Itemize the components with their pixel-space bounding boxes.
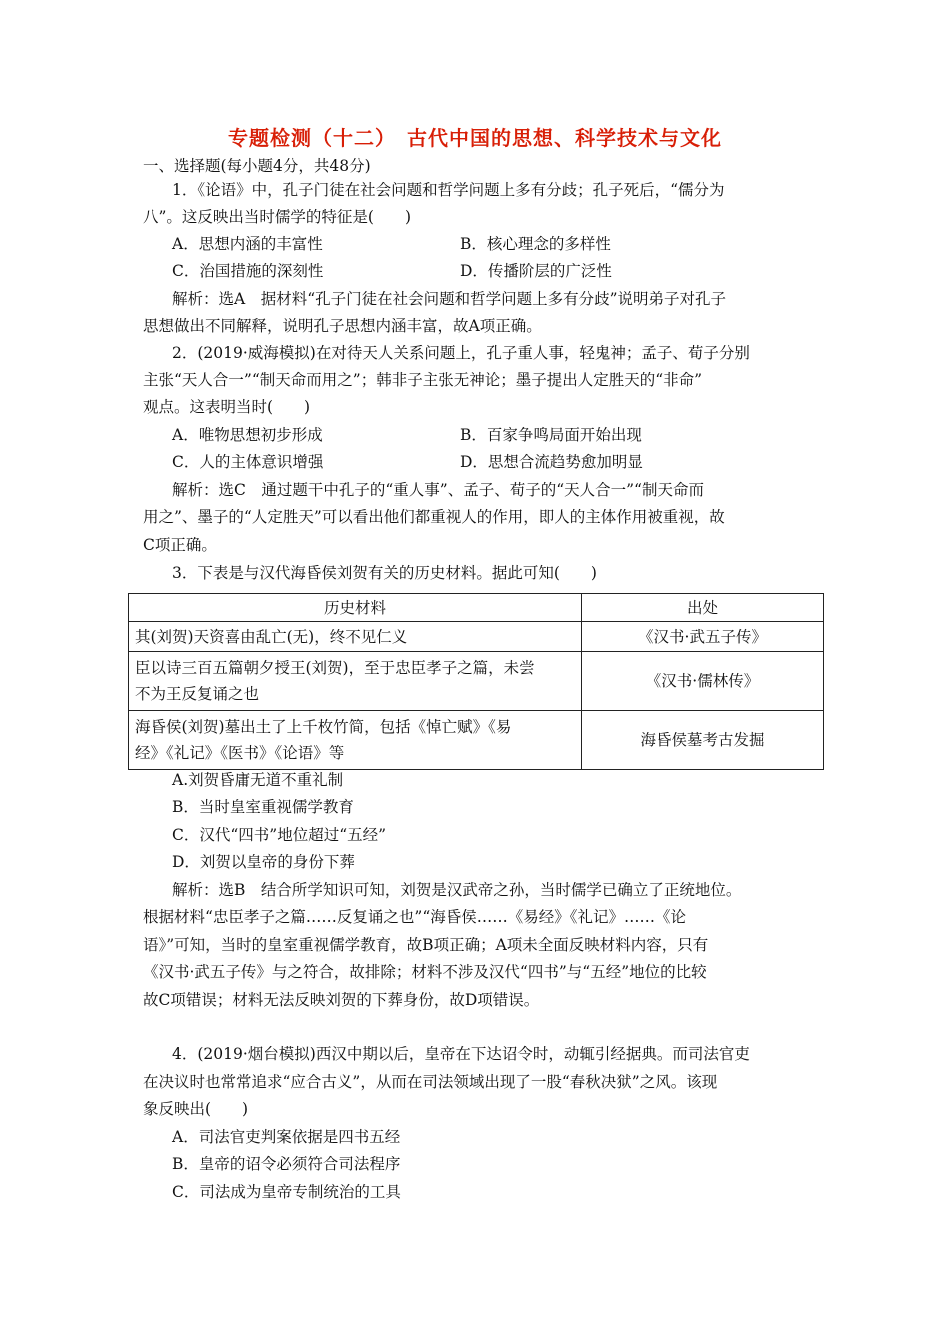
table-header-material: 历史材料 bbox=[129, 594, 582, 622]
q4-option-a: A．司法官吏判案依据是四书五经 bbox=[172, 1128, 401, 1146]
q2-stem-line3: 观点。这表明当时( ) bbox=[143, 398, 311, 416]
q2-option-b: B．百家争鸣局面开始出现 bbox=[460, 426, 642, 444]
table-row bbox=[129, 622, 824, 652]
q3-stem-line1: 3．下表是与汉代海昏侯刘贺有关的历史材料。据此可知( ) bbox=[172, 564, 597, 582]
q3-explanation-line5: 故C项错误；材料无法反映刘贺的下葬身份，故D项错误。 bbox=[143, 991, 540, 1009]
material-text: 其(刘贺)天资喜由乱亡(无)，终不见仁义 bbox=[135, 627, 408, 646]
q2-explanation-line3: C项正确。 bbox=[143, 536, 217, 554]
q3-explanation-line2: 根据材料“忠臣孝子之篇……反复诵之也”“海昏侯……《易经》《礼记》……《论 bbox=[143, 908, 687, 926]
q4-stem-line3: 象反映出( ) bbox=[143, 1100, 249, 1118]
table-cell-material bbox=[129, 652, 582, 711]
section-heading: 一、选择题(每小题4分，共48分) bbox=[143, 157, 371, 175]
material-text: 经》《礼记》《医书》《论语》等 bbox=[135, 744, 345, 762]
q2-option-c: C．人的主体意识增强 bbox=[172, 453, 324, 471]
q1-option-d: D．传播阶层的广泛性 bbox=[460, 262, 612, 280]
q1-stem-line2: 八”。这反映出当时儒学的特征是( ) bbox=[143, 208, 412, 226]
q2-explanation-line2: 用之”、墨子的“人定胜天”可以看出他们都重视人的作用，即人的主体作用被重视，故 bbox=[143, 508, 725, 526]
history-material-table bbox=[128, 593, 824, 770]
q3-option-b: B．当时皇室重视儒学教育 bbox=[172, 798, 354, 816]
material-text: 臣以诗三百五篇朝夕授王(刘贺)，至于忠臣孝子之篇，未尝 bbox=[135, 659, 535, 677]
q3-explanation-line4: 《汉书·武五子传》与之符合，故排除；材料不涉及汉代“四书”与“五经”地位的比较 bbox=[143, 963, 707, 981]
table-cell-source: 《汉书·武五子传》 bbox=[582, 622, 824, 652]
q3-option-d: D．刘贺以皇帝的身份下葬 bbox=[172, 853, 355, 871]
table-cell-material bbox=[129, 622, 582, 652]
q3-option-a: A.刘贺昏庸无道不重礼制 bbox=[172, 771, 344, 789]
q2-option-a: A．唯物思想初步形成 bbox=[172, 426, 323, 444]
q4-stem-line1: 4．(2019·烟台模拟)西汉中期以后，皇帝在下达诏令时，动辄引经据典。而司法官吏 bbox=[172, 1045, 750, 1063]
q3-explanation-line3: 语》”可知，当时的皇室重视儒学教育，故B项正确；A项未全面反映材料内容，只有 bbox=[143, 936, 709, 954]
q4-option-c: C．司法成为皇帝专制统治的工具 bbox=[172, 1183, 401, 1201]
q2-stem-line2: 主张“天人合一”“制天命而用之”；韩非子主张无神论；墨子提出人定胜天的“非命” bbox=[143, 371, 703, 389]
q1-stem-line1: 1．《论语》中，孔子门徒在社会问题和哲学问题上多有分歧；孔子死后，“儒分为 bbox=[172, 181, 725, 199]
table-cell-material bbox=[129, 711, 582, 770]
table-cell-source: 海昏侯墓考古发掘 bbox=[582, 711, 824, 770]
q1-option-b: B．核心理念的多样性 bbox=[460, 235, 611, 253]
q2-stem-line1: 2．(2019·威海模拟)在对待天人关系问题上，孔子重人事，轻鬼神；孟子、荀子分别 bbox=[172, 344, 750, 362]
q1-explanation-line2: 思想做出不同解释，说明孔子思想内涵丰富，故A项正确。 bbox=[143, 317, 542, 335]
table-header-row bbox=[129, 594, 824, 622]
q4-stem-line2: 在决议时也常常追求“应合古义”，从而在司法领域出现了一股“春秋决狱”之风。该现 bbox=[143, 1073, 718, 1091]
table-header-source: 出处 bbox=[582, 594, 824, 622]
material-text: 不为王反复诵之也 bbox=[135, 685, 260, 703]
q2-explanation-line1: 解析：选C 通过题干中孔子的“重人事”、孟子、荀子的“天人合一”“制天命而 bbox=[172, 481, 704, 499]
q3-explanation-line1: 解析：选B 结合所学知识可知，刘贺是汉武帝之孙，当时儒学已确立了正统地位。 bbox=[172, 881, 742, 899]
q1-option-a: A．思想内涵的丰富性 bbox=[172, 235, 323, 253]
page-title: 专题检测（十二） 古代中国的思想、科学技术与文化 bbox=[228, 126, 722, 150]
q1-option-c: C．治国措施的深刻性 bbox=[172, 262, 324, 280]
q1-explanation-line1: 解析：选A 据材料“孔子门徒在社会问题和哲学问题上多有分歧”说明弟子对孔子 bbox=[172, 290, 727, 308]
table-row bbox=[129, 652, 824, 711]
q3-option-c: C．汉代“四书”地位超过“五经” bbox=[172, 826, 387, 844]
material-text: 海昏侯(刘贺)墓出土了上千枚竹简，包括《悼亡赋》《易 bbox=[135, 718, 512, 736]
table-cell-source: 《汉书·儒林传》 bbox=[582, 652, 824, 711]
q2-option-d: D．思想合流趋势愈加明显 bbox=[460, 453, 643, 471]
table-row bbox=[129, 711, 824, 770]
q4-option-b: B．皇帝的诏令必须符合司法程序 bbox=[172, 1155, 401, 1173]
